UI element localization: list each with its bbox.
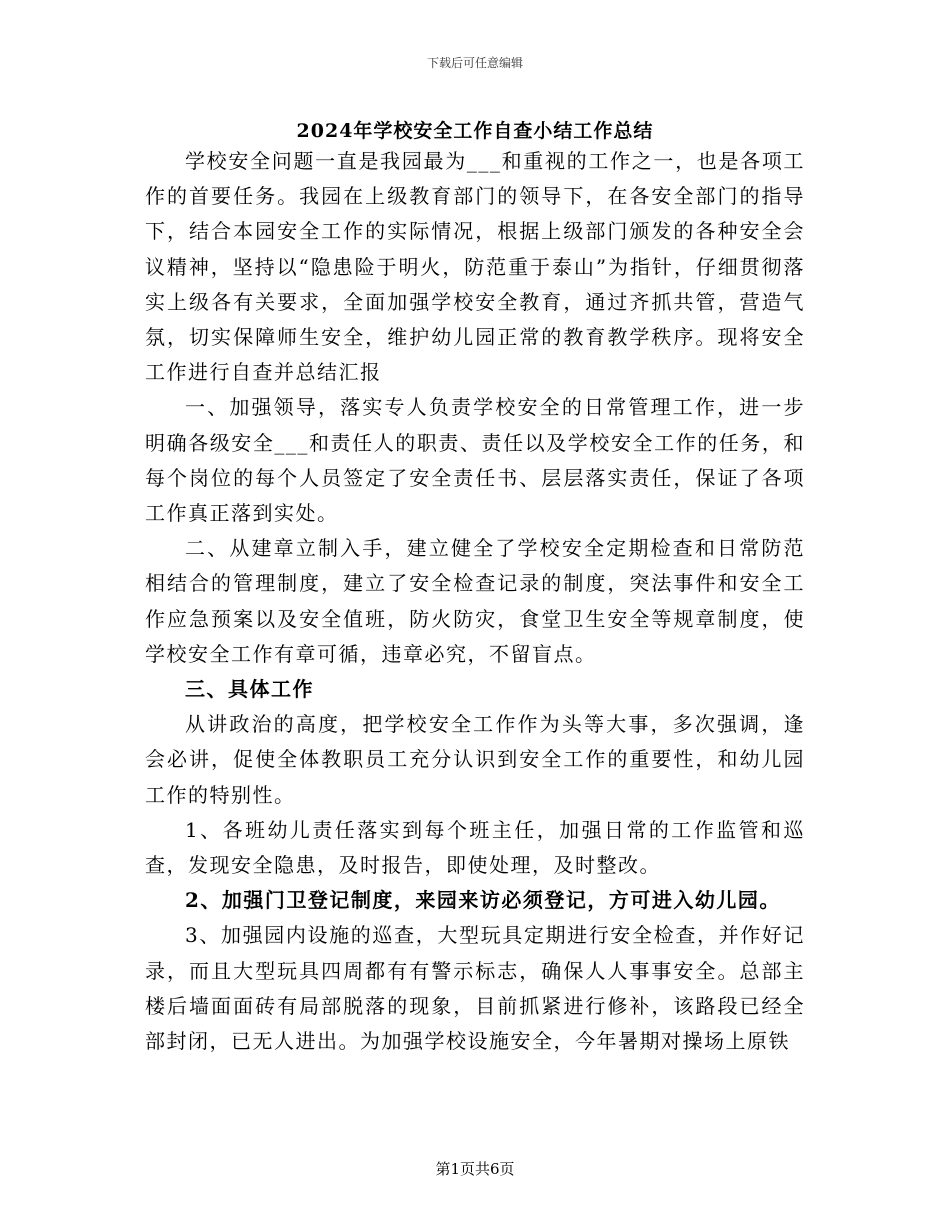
paragraph-intro: 学校安全问题一直是我园最为___和重视的工作之一，也是各项工作的首要任务。我园在上级教育部门的领导下，在各安全部门的指导下，结合本园安全工作的实际情况，根据上级部门颁发的各种安全会议精神，坚持以“隐患险于明火，防范重于泰山”为指针，仔细贯彻落实上级各有关要求，全面加强学校安全教育，通过齐抓共管，营造气氛，切实保障师生安全，维护幼儿园正常的教育教学秩序。现将安全工作进行自查并总结汇报 xyxy=(145,149,805,385)
paragraph-section-1: 一、加强领导，落实专人负责学校安全的日常管理工作，进一步明确各级安全___和责任人的职责、责任以及学校安全工作的任务，和每个岗位的每个人员签定了安全责任书、层层落实责任，保证了各项工作真正落到实处。 xyxy=(145,395,805,526)
document-body xyxy=(145,144,805,1059)
paragraph-section-2: 二、从建章立制入手，建立健全了学校安全定期检查和日常防范相结合的管理制度，建立了安全检查记录的制度，突法事件和安全工作应急预案以及安全值班，防火防灾，食堂卫生安全等规章制度，使学校安全工作有章可循，违章必究，不留盲点。 xyxy=(145,536,805,666)
page-number: 第1页共6页 xyxy=(435,1160,515,1178)
paragraph-item-1: 1、各班幼儿责任落实到每个班主任，加强日常的工作监管和巡查，发现安全隐患，及时报告，即使处理，及时整改。 xyxy=(145,817,805,878)
document-title: 2024年学校安全工作自查小结工作总结 xyxy=(296,120,654,142)
paragraph-item-2: 2、加强门卫登记制度，来园来访必须登记，方可进入幼儿园。 xyxy=(185,888,781,913)
section-heading-3: 三、具体工作 xyxy=(185,677,314,702)
paragraph-item-3: 3、加强园内设施的巡查，大型玩具定期进行安全检查，并作好记录，而且大型玩具四周都有有警示标志，确保人人事事安全。总部主楼后墙面面砖有局部脱落的现象，目前抓紧进行修补，该路段已经全部封闭，已无人进出。为加强学校设施安全，今年暑期对操场上原铁 xyxy=(145,923,805,1054)
paragraph-section-3-intro: 从讲政治的高度，把学校安全工作作为头等大事，多次强调，逢会必讲，促使全体教职员工充分认识到安全工作的重要性，和幼儿园工作的特别性。 xyxy=(145,712,805,807)
header-note: 下载后可任意编辑 xyxy=(426,56,523,70)
